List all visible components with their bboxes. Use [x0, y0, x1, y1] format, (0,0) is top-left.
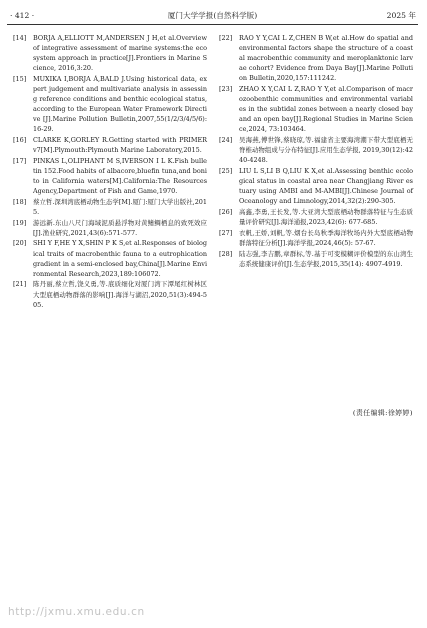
reference-number: [25] — [219, 167, 233, 175]
header-year: 2025 年 — [386, 11, 416, 20]
editor-note: (责任编辑:徐婷婷) — [352, 409, 413, 417]
reference-item — [219, 166, 413, 206]
reference-item — [219, 207, 413, 227]
watermark-url: http://jxmu.xmu.edu.cn — [8, 606, 145, 618]
reference-number: [15] — [13, 74, 27, 83]
reference-item — [13, 135, 207, 155]
reference-text: RAO Y Y,CAI L Z,CHEN B W,et al.How do spatial and environmental factors shape the structure of a coastal macrobenthic community and meroplanktonic larvae cohort? Evidence from Daya Bay[J].Marine Pollution Bulletin,2020,157:111242. — [239, 34, 413, 83]
reference-text: 高鑫,李勇,王长发,等.大亚湾大型底栖动物群落特征与生态质量评价研究[J].海洋通报,2023,42(6): 677-685. — [239, 207, 413, 227]
reference-item — [13, 238, 207, 278]
references-left-column — [13, 33, 207, 310]
reference-text: 吴海燕,傅世锋,蔡晓琼,等.福建省主要海湾潮下带大型底栖无脊椎动物组成与分布特征[J].应用生态学报, 2019,30(12):4240-4248. — [239, 136, 413, 165]
reference-item — [13, 279, 207, 309]
reference-text: LIU L S,LI B Q,LIU K X,et al.Assessing benthic ecological status in coastal area near Changjiang River estuary using AMBI and M-AMBI[J].Chinese Journal of Oceanology and Limnology,2014,32(2):290-305. — [239, 167, 413, 206]
reference-number: [19] — [13, 218, 27, 227]
reference-text: CLARKE K,GORLEY R.Getting started with PRIMER v7[M].Plymouth:Plymouth Marine Laboratory,2015. — [33, 136, 207, 155]
reference-number: [21] — [13, 280, 27, 289]
running-header — [7, 8, 418, 25]
reference-text: MUXIKA I,BORJA Á,BALD J.Using historical data, expert judgement and multivariate analysis in assessing reference conditions and benthic ecological status, according to the European Water Framework Directive [J].Marine Pollution Bulletin,2007,55(1/2/3/4/5/6): 16-29. — [33, 74, 207, 134]
reference-number: [27] — [219, 228, 233, 237]
reference-text: SHI Y F,HE Y X,SHIN P K S,et al.Responses of biological traits of macrobenthic fauna to a eutrophication gradient in a semi-enclosed bay,China[J].Marine Environmental Research,2023,189:106072. — [33, 239, 207, 278]
reference-item — [13, 218, 207, 238]
reference-number: [26] — [219, 207, 233, 216]
page-number: · 412 · — [10, 11, 35, 20]
reference-text: PINKAS L,OLIPHANT M S,IVERSON I L K.Fish bulletin 152.Food habits of albacore,bluefin tuna,and bonito in California waters[M].California:The Resources Agency,Department of Fish and Game,1970. — [33, 156, 207, 196]
reference-number: [28] — [219, 249, 233, 258]
reference-text: 陈丹丽,蔡立哲,饶义勇,等.底质细化对厦门湾下潭尾红树林区大型底栖动物群落的影响[J].海洋与湖沼,2020,51(3):494-505. — [33, 280, 207, 309]
reference-number: [16] — [13, 136, 27, 145]
reference-number: [24] — [219, 136, 233, 145]
reference-item — [219, 228, 413, 248]
references-right-column — [219, 33, 413, 269]
reference-item — [219, 249, 413, 269]
reference-text: 衣帆,王娇,刘帆,等.烟台长岛秋季海洋牧场内外大型底栖动物群落特征分析[J].海洋学报,2024,46(5): 57-67. — [239, 228, 413, 247]
reference-item — [13, 197, 207, 217]
reference-item — [13, 33, 207, 73]
reference-item — [219, 33, 413, 83]
reference-number: [18] — [13, 197, 27, 206]
reference-text: ZHAO X Y,CAI L Z,RAO Y Y,et al.Comparison of macrozoobenthic communities and environmental variables in the subtidal zones between a nearly closed bay and an open bay[J].Regional Studies in Marine Science,2024, 73:103464. — [239, 85, 413, 134]
reference-text: 陆志强,李吉鹏,章群标,等.基于可变模糊评价模型的东山湾生态系统健康评价[J].生态学报,2015,35(14): 4907-4919. — [239, 249, 413, 268]
reference-number: [14] — [13, 34, 27, 42]
reference-number: [17] — [13, 156, 27, 165]
reference-text: BORJA A,ELLIOTT M,ANDERSEN J H,et al.Overview of integrative assessment of marine systems:the ecosystem approach in practice[J].Frontiers in Marine Science, 2016,3:20. — [33, 34, 207, 73]
reference-item — [219, 84, 413, 134]
reference-text: 游远新.东山八尺门海域泥质悬浮物对黄鳍鲷栖息的致死效应[J].渔业研究,2021,43(6):571-577. — [33, 218, 207, 237]
reference-item — [13, 74, 207, 135]
journal-title: 厦门大学学报(自然科学版) — [167, 11, 258, 20]
reference-number: [22] — [219, 34, 233, 42]
reference-item — [219, 135, 413, 165]
reference-text: 蔡立哲.深圳湾底栖动物生态学[M].厦门:厦门大学出版社,2015. — [33, 197, 207, 216]
reference-number: [20] — [13, 239, 27, 248]
reference-number: [23] — [219, 85, 233, 94]
reference-item — [13, 156, 207, 196]
